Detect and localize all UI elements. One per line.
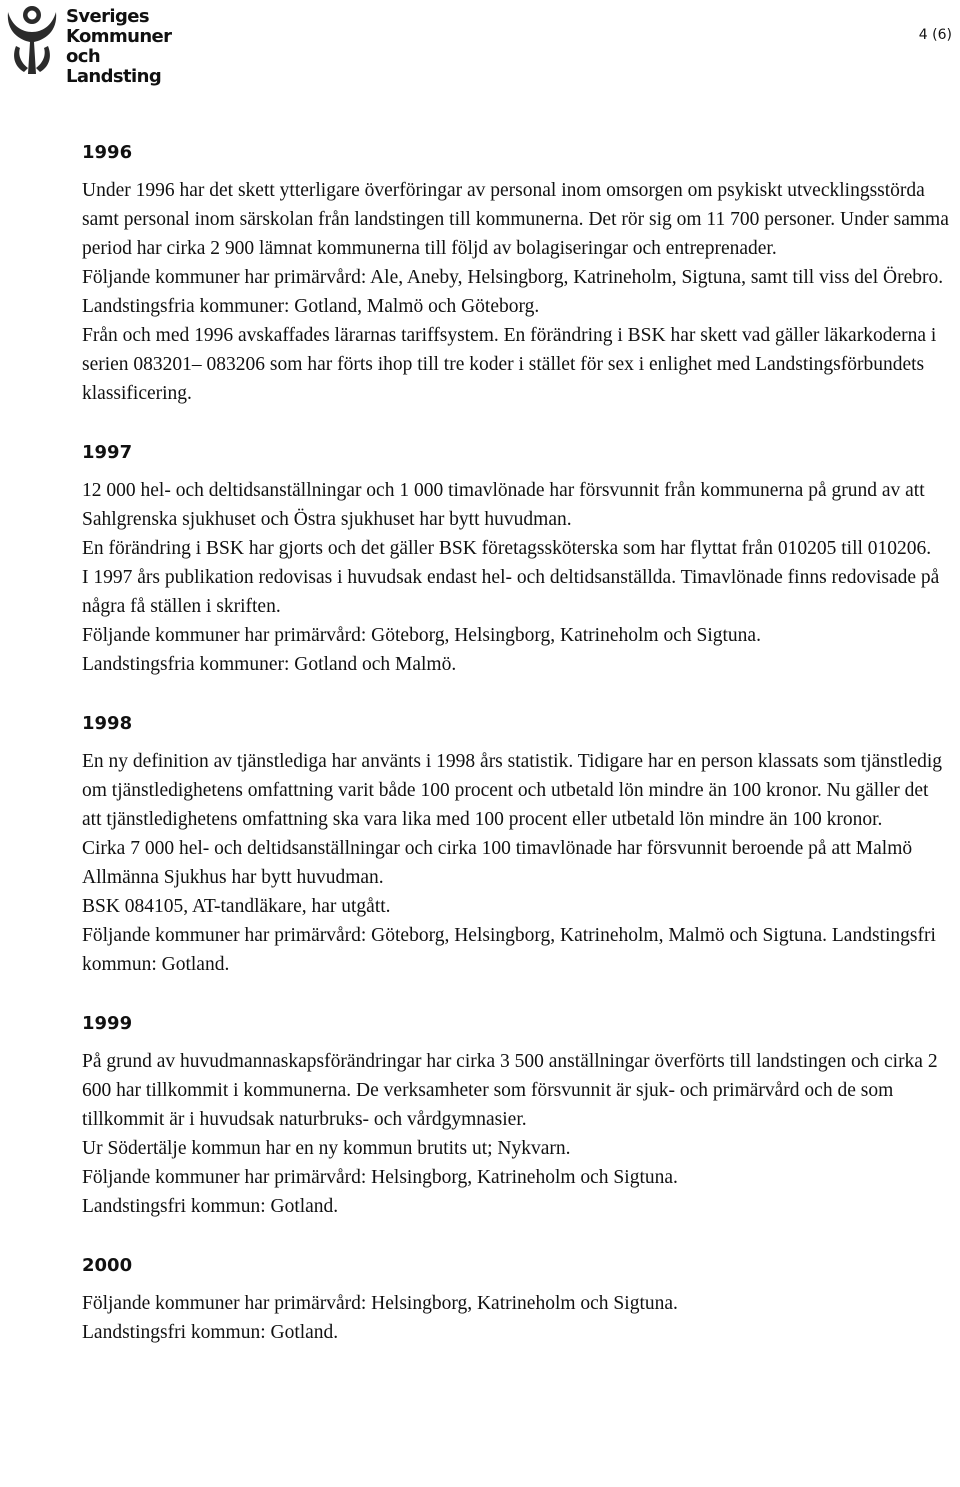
section-heading: 1999 [82, 1013, 133, 1034]
section-heading: 1998 [82, 713, 133, 734]
logo-line-1: Sveriges [66, 6, 149, 27]
skl-emblem-icon [2, 2, 62, 76]
paragraph: Landstingsfria kommuner: Gotland, Malmö och Göteborg. [82, 296, 540, 317]
paragraph: Följande kommuner har primärvård: Helsingborg, Katrineholm och Sigtuna. [82, 1167, 678, 1188]
section-1999 [82, 1013, 952, 1221]
logo-line-3: och Landsting [66, 46, 162, 87]
paragraph: En förändring i BSK har gjorts och det gäller BSK företagssköterska som har flyttat från 010205 till 010206. [82, 538, 932, 559]
organization-logo [0, 0, 200, 87]
paragraph: Följande kommuner har primärvård: Ale, Aneby, Helsingborg, Katrineholm, Sigtuna, samt till viss del Örebro. [82, 267, 944, 288]
paragraph: Följande kommuner har primärvård: Göteborg, Helsingborg, Katrineholm och Sigtuna. [82, 625, 761, 646]
paragraph: Landstingsfri kommun: Gotland. [82, 1322, 339, 1343]
paragraph: En ny definition av tjänstlediga har använts i 1998 års statistik. Tidigare har en person klassats som tjänstledig om tjänstledighetens omfattning varit både 100 procent och utbetald lön mindre än 100 kronor. Nu gäller det att tjänstledighetens omfattning ska vara lika med 100 procent eller utbetald lön mindre än 100 kronor. [82, 751, 943, 830]
paragraph: BSK 084105, AT-tandläkare, har utgått. [82, 896, 391, 917]
logo-wordmark [66, 7, 200, 87]
paragraph: På grund av huvudmannaskapsförändringar har cirka 3 500 anställningar överförts till landstingen och cirka 2 600 har tillkommit i kommunerna. De verksamheter som försvunnit är sjuk- och primärvård och de som tillkommit är i huvudsak naturbruks- och vårdgymnasier. [82, 1051, 938, 1130]
section-heading: 2000 [82, 1255, 133, 1276]
paragraph: Landstingsfri kommun: Gotland. [82, 1196, 339, 1217]
section-heading: 1996 [82, 142, 133, 163]
section-1996 [82, 142, 952, 408]
section-2000 [82, 1255, 952, 1347]
paragraph: Följande kommuner har primärvård: Helsingborg, Katrineholm och Sigtuna. [82, 1293, 678, 1314]
paragraph: Följande kommuner har primärvård: Göteborg, Helsingborg, Katrineholm, Malmö och Sigtuna. Landstingsfri kommun: Gotland. [82, 925, 936, 975]
paragraph: Från och med 1996 avskaffades lärarnas tariffsystem. En förändring i BSK har skett vad gäller läkarkoderna i serien 083201– 083206 som har förts ihop till tre koder i stället för sex i enlighet med Landstingsförbundets klassificering. [82, 325, 937, 404]
paragraph: I 1997 års publikation redovisas i huvudsak endast hel- och deltidsanställda. Timavlönade finns redovisade på några få ställen i skriften. [82, 567, 940, 617]
paragraph: Ur Södertälje kommun har en ny kommun brutits ut; Nykvarn. [82, 1138, 571, 1159]
section-1998 [82, 713, 952, 979]
document-body [82, 142, 952, 1347]
section-heading: 1997 [82, 442, 133, 463]
paragraph: Cirka 7 000 hel- och deltidsanställningar och cirka 100 timavlönade har försvunnit beroende på att Malmö Allmänna Sjukhus har bytt huvudman. [82, 838, 913, 888]
paragraph: Under 1996 har det skett ytterligare överföringar av personal inom omsorgen om psykiskt utvecklingsstörda samt personal inom särskolan från landstingen till kommunerna. Det rör sig om 11 700 personer. Under samma period har cirka 2 900 lämnat kommunerna till följd av bolagiseringar och entreprenader. [82, 180, 949, 259]
paragraph: 12 000 hel- och deltidsanställningar och 1 000 timavlönade har försvunnit från kommunerna på grund av att Sahlgrenska sjukhuset och Östra sjukhuset har bytt huvudman. [82, 480, 925, 530]
section-1997 [82, 442, 952, 679]
page-number: 4 (6) [918, 27, 952, 43]
logo-line-2: Kommuner [66, 26, 172, 47]
paragraph: Landstingsfria kommuner: Gotland och Malmö. [82, 654, 457, 675]
